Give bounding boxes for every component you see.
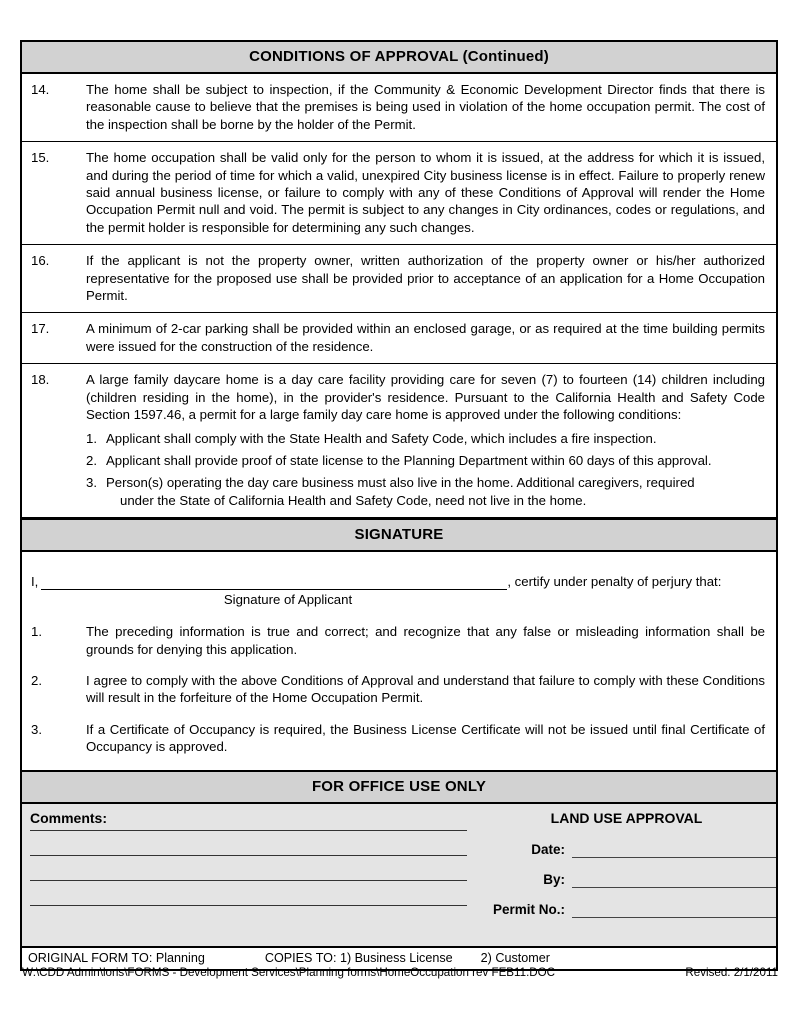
office-grid — [22, 804, 776, 948]
signature-input-line[interactable] — [41, 576, 507, 590]
condition-number: 14. — [31, 82, 50, 97]
statement-text: The preceding information is true and correct; and recognize that any false or misleading information shall be grounds for denying this application. — [86, 624, 765, 657]
condition-text-block — [86, 371, 767, 509]
footer-file-path: W:\CDD Admin\loris\FORMS - Development Services\Planning forms\HomeOccupation rev FEB11.DOC — [22, 966, 556, 979]
condition-row — [22, 313, 776, 364]
signature-line-caption: Signature of Applicant — [223, 592, 353, 608]
signature-trailing-text: , certify under penalty of perjury that: — [507, 574, 722, 590]
comments-line[interactable] — [30, 830, 467, 855]
by-label: By: — [543, 871, 565, 887]
signature-statement — [31, 721, 767, 756]
sublist-item — [86, 452, 765, 469]
statement-text: I agree to comply with the above Conditions of Approval and understand that failure to comply with these Conditions will result in the forfeiture of the Home Occupation Permit. — [86, 672, 765, 706]
signature-area — [22, 552, 776, 613]
signature-line-row — [31, 574, 767, 590]
land-use-spacer — [477, 918, 776, 932]
statement-number: 1. — [31, 624, 42, 640]
condition-text: A large family daycare home is a day care facility providing care for seven (7) to fourteen (14) children including (children residing in the home), in the provider's residence. Pursuant to the California Health and Safety Code Section 1597.46, a permit for a large family day care home is approved under the following conditions: — [86, 372, 765, 423]
land-use-approval-column — [477, 804, 776, 946]
copies-to: COPIES TO: 1) Business License — [264, 950, 453, 965]
sublist-text: Applicant shall provide proof of state license to the Planning Department within 60 days of this approval. — [106, 452, 712, 468]
office-use-section — [22, 770, 776, 969]
statement-number: 2. — [31, 672, 42, 688]
condition-text: The home shall be subject to inspection, if the Community & Economic Development Director finds that there is reasonable cause to believe that the premises is being used in violation of the home occupation permit. The cost of the inspection shall be borne by the holder of the Permit. — [86, 82, 765, 132]
sublist-text-line2: under the State of California Health and Safety Code, need not live in the home. — [120, 492, 587, 508]
condition-number: 17. — [31, 321, 50, 337]
statement-text: If a Certificate of Occupancy is required, the Business License Certificate will not be issued until final Certificate of Occupancy is approved. — [86, 721, 765, 755]
permit-no-label: Permit No.: — [492, 901, 565, 917]
date-field-row — [477, 828, 776, 858]
copy-two: 2) Customer — [480, 950, 550, 965]
sublist-text — [106, 474, 765, 509]
sublist-text: Applicant shall comply with the State Health and Safety Code, which includes a fire inspection. — [106, 430, 657, 446]
condition-row — [22, 74, 776, 142]
land-use-approval-label: LAND USE APPROVAL — [550, 809, 703, 826]
condition-number: 18. — [31, 372, 50, 388]
condition-text: If the applicant is not the property owner, written authorization of the property owner or his/her authorized representative for the proposed use shall be provided prior to acceptance of an application for a Home Occupation Permit. — [86, 253, 765, 304]
original-form-to: ORIGINAL FORM TO: Planning — [28, 950, 205, 965]
permit-no-input-line[interactable] — [572, 895, 776, 918]
comments-column — [22, 804, 477, 946]
signature-header-band: SIGNATURE — [22, 518, 776, 552]
comments-line[interactable] — [30, 880, 467, 905]
signature-statements — [22, 613, 776, 769]
condition-row — [22, 245, 776, 313]
condition-row — [22, 142, 776, 245]
statement-number: 3. — [31, 721, 42, 737]
form-table — [20, 40, 778, 971]
signature-statement — [31, 623, 767, 658]
date-label: Date: — [531, 841, 565, 857]
footer-revised-date: Revised: 2/1/2011 — [685, 966, 778, 979]
condition-text: A minimum of 2-car parking shall be provided within an enclosed garage, or as required at the time building permits were issued for the construction of the residence. — [86, 321, 765, 354]
condition-sublist — [86, 430, 765, 510]
sublist-number: 2. — [86, 452, 97, 468]
signature-statement — [31, 672, 767, 707]
sublist-number: 3. — [86, 475, 97, 491]
sublist-item — [86, 474, 765, 509]
sublist-item — [86, 430, 765, 447]
by-field-row — [477, 858, 776, 888]
comments-label: Comments: — [30, 809, 108, 826]
page-footer — [22, 966, 778, 979]
permit-no-field-row — [477, 888, 776, 918]
condition-row — [22, 364, 776, 518]
comments-line[interactable] — [30, 905, 467, 930]
office-header-band: FOR OFFICE USE ONLY — [22, 772, 776, 804]
condition-text: The home occupation shall be valid only for the person to whom it is issued, at the address for which it is issued, and during the period of time for which a valid, unexpired City business license is in effect. Failure to properly renew said annual business license, or failure to comply with any of these Conditions of Approval will render the Home Occupation Permit null and void. The permit is subject to any changes in City ordinances, codes or regulations, and the permit holder is responsible for determining any such changes. — [86, 150, 765, 235]
sublist-text-line1: Person(s) operating the day care business must also live in the home. Additional caregivers, required — [106, 475, 695, 491]
sublist-number: 1. — [86, 430, 97, 446]
comments-line[interactable] — [30, 855, 467, 880]
condition-number: 15. — [31, 150, 50, 166]
date-input-line[interactable] — [572, 835, 776, 858]
comments-spacer — [22, 930, 477, 946]
conditions-header-band: CONDITIONS OF APPROVAL (Continued) — [22, 42, 776, 74]
by-input-line[interactable] — [572, 865, 776, 888]
signature-lead-in: I, — [31, 574, 39, 590]
condition-number: 16. — [31, 253, 50, 269]
